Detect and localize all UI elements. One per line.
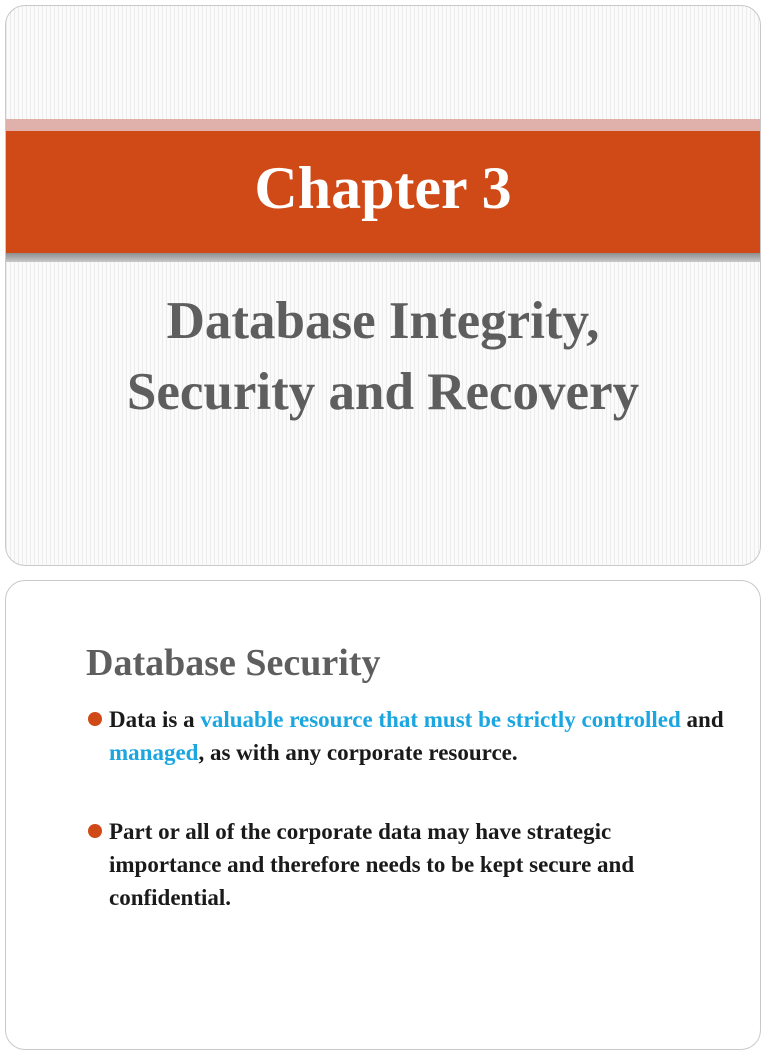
bullet-dot-icon bbox=[88, 824, 102, 838]
content-slide bbox=[5, 580, 761, 1050]
title-band bbox=[6, 131, 760, 253]
bullet-1-highlight-a: valuable resource that must be strictly controlled bbox=[200, 707, 681, 732]
chapter-title: Chapter 3 bbox=[254, 155, 512, 221]
title-band-highlight bbox=[6, 119, 760, 131]
bullet-1-text-a: Data is a bbox=[109, 707, 201, 732]
bullet-1-highlight-b: managed bbox=[109, 740, 199, 765]
bullet-2-text: Part or all of the corporate data may have strategic importance and therefore needs to be kept secure and confidential. bbox=[109, 819, 635, 910]
subtitle-line-2: Security and Recovery bbox=[126, 363, 640, 421]
bullet-list bbox=[88, 703, 728, 914]
slide-heading: Database Security bbox=[86, 642, 381, 684]
title-band-shadow bbox=[6, 253, 760, 262]
slide-subtitle bbox=[6, 286, 760, 428]
bullet-1-text-c: , as with any corporate resource. bbox=[198, 740, 518, 765]
bullet-item-2 bbox=[88, 815, 728, 914]
bullet-1-text-b: and bbox=[680, 707, 724, 732]
subtitle-line-1: Database Integrity, bbox=[166, 292, 600, 350]
title-slide bbox=[5, 5, 761, 566]
bullet-dot-icon bbox=[88, 712, 102, 726]
bullet-item-1 bbox=[88, 703, 728, 769]
